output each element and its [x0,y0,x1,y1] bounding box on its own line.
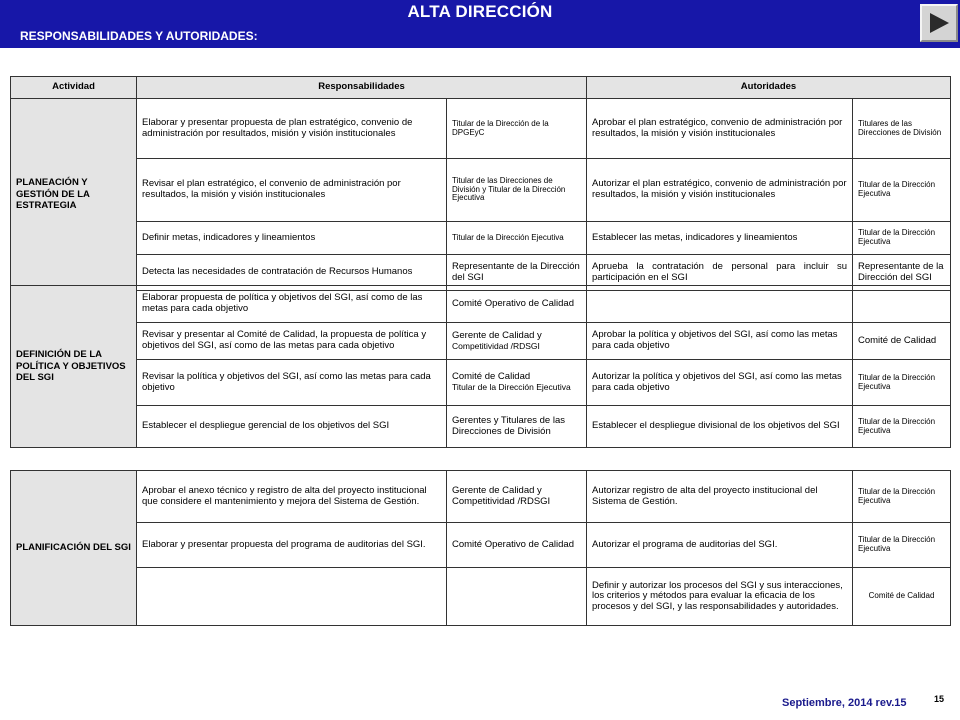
table-row [11,523,951,568]
responsibility-text: Revisar la política y objetivos del SGI, así como las metas para cada objetivo [137,360,447,406]
responsibility-text: Revisar y presentar al Comité de Calidad, la propuesta de política y objetivos del SGI, así como de las metas para cada objetivo [137,323,447,360]
authority-party: Titular de la Dirección Ejecutiva [853,523,951,568]
table-row [11,222,951,255]
planning-strategy-table [10,76,951,291]
play-triangle-icon [928,12,950,34]
page-title: ALTA DIRECCIÓN [407,2,553,21]
responsibility-text: Elaborar propuesta de política y objetivos del SGI, así como de las metas para cada objetivo [137,286,447,323]
authority-text: Autorizar registro de alta del proyecto institucional del Sistema de Gestión. [587,471,853,523]
column-header-activity: Actividad [11,77,137,99]
header-banner [0,0,960,48]
responsible-party [447,568,587,626]
authority-text [587,286,853,323]
responsible-party-line: Competitividad /RDSGI [452,340,540,351]
page-number: 15 [934,694,945,704]
authority-text: Autorizar el plan estratégico, convenio de administración por resultados, la misión y visión institucionales [587,159,853,222]
activity-label: DEFINICIÓN DE LA POLÍTICA Y OBJETIVOS DEL SGI [11,286,137,448]
responsible-party [447,323,587,360]
column-header-responsibilities: Responsabilidades [137,77,587,99]
authority-party: Titular de la Dirección Ejecutiva [853,159,951,222]
responsible-party-line: Titular de la Dirección Ejecutiva [452,382,571,393]
authority-text: Definir y autorizar los procesos del SGI y sus interacciones, los criterios y métodos para evaluar la eficacia de los procesos y del SGI, y las responsabilidades y autoridades. [587,568,853,626]
responsible-party: Comité Operativo de Calidad [447,286,587,323]
table-row [11,471,951,523]
authority-party: Comité de Calidad [853,323,951,360]
responsible-party-line: Comité de Calidad [452,371,531,383]
responsible-party: Representante de la Dirección del SGI [447,255,587,291]
authority-text: Aprobar el plan estratégico, convenio de administración por resultados, la misión y visión institucionales [587,99,853,159]
responsibility-text: Revisar el plan estratégico, el convenio de administración por resultados, la misión y visión institucionales [137,159,447,222]
table-row [11,406,951,448]
responsibility-text: Establecer el despliegue gerencial de los objetivos del SGI [137,406,447,448]
responsibility-text: Definir metas, indicadores y lineamientos [137,222,447,255]
authority-text: Autorizar la política y objetivos del SGI, así como las metas para cada objetivo [587,360,853,406]
activity-label: PLANIFICACIÓN DEL SGI [11,471,137,626]
authority-text: Establecer el despliegue divisional de los objetivos del SGI [587,406,853,448]
authority-party: Representante de la Dirección del SGI [853,255,951,291]
authority-party [853,286,951,323]
authority-party: Titular de la Dirección Ejecutiva [853,222,951,255]
responsible-party: Titular de la Dirección Ejecutiva [447,222,587,255]
table-row [11,159,951,222]
responsible-party: Titular de las Direcciones de División y Titular de la Dirección Ejecutiva [447,159,587,222]
responsibility-text: Elaborar y presentar propuesta del programa de auditorias del SGI. [137,523,447,568]
table-row [11,568,951,626]
authority-party: Titular de la Dirección Ejecutiva [853,406,951,448]
authority-text: Autorizar el programa de auditorias del SGI. [587,523,853,568]
table-row [11,286,951,323]
authority-text: Aprobar la política y objetivos del SGI, así como las metas para cada objetivo [587,323,853,360]
sgi-planning-table [10,470,951,626]
policy-objectives-table [10,285,951,448]
responsible-party-line: Gerente de Calidad y [452,329,542,341]
responsibility-text: Aprobar el anexo técnico y registro de alta del proyecto institucional que considere el mantenimiento y mejora del Sistema de Gestión. [137,471,447,523]
responsible-party [447,360,587,406]
responsible-party: Gerente de Calidad y Competitividad /RDSGI [447,471,587,523]
responsibility-text: Elaborar y presentar propuesta de plan estratégico, convenio de administración por resultados, misión y visión institucionales [137,99,447,159]
responsible-party: Gerentes y Titulares de las Direcciones de División [447,406,587,448]
authority-text: Aprueba la contratación de personal para incluir su participación en el SGI [587,255,853,291]
page-subtitle: RESPONSABILIDADES Y AUTORIDADES: [20,29,258,43]
footer-date: Septiembre, 2014 rev.15 [782,697,907,709]
authority-party: Titular de la Dirección Ejecutiva [853,360,951,406]
responsibility-text [137,568,447,626]
next-slide-button[interactable] [920,4,958,42]
activity-label: PLANEACIÓN Y GESTIÓN DE LA ESTRATEGIA [11,99,137,291]
table-row [11,323,951,360]
authority-party: Comité de Calidad [853,568,951,626]
responsible-party: Titular de la Dirección de la DPGEyC [447,99,587,159]
authority-party: Titular de la Dirección Ejecutiva [853,471,951,523]
responsible-party: Comité Operativo de Calidad [447,523,587,568]
column-header-authorities: Autoridades [587,77,951,99]
responsibility-text: Detecta las necesidades de contratación de Recursos Humanos [137,255,447,291]
authority-text: Establecer las metas, indicadores y lineamientos [587,222,853,255]
authority-party: Titulares de las Direcciones de División [853,99,951,159]
table-row [11,360,951,406]
table-row [11,99,951,159]
